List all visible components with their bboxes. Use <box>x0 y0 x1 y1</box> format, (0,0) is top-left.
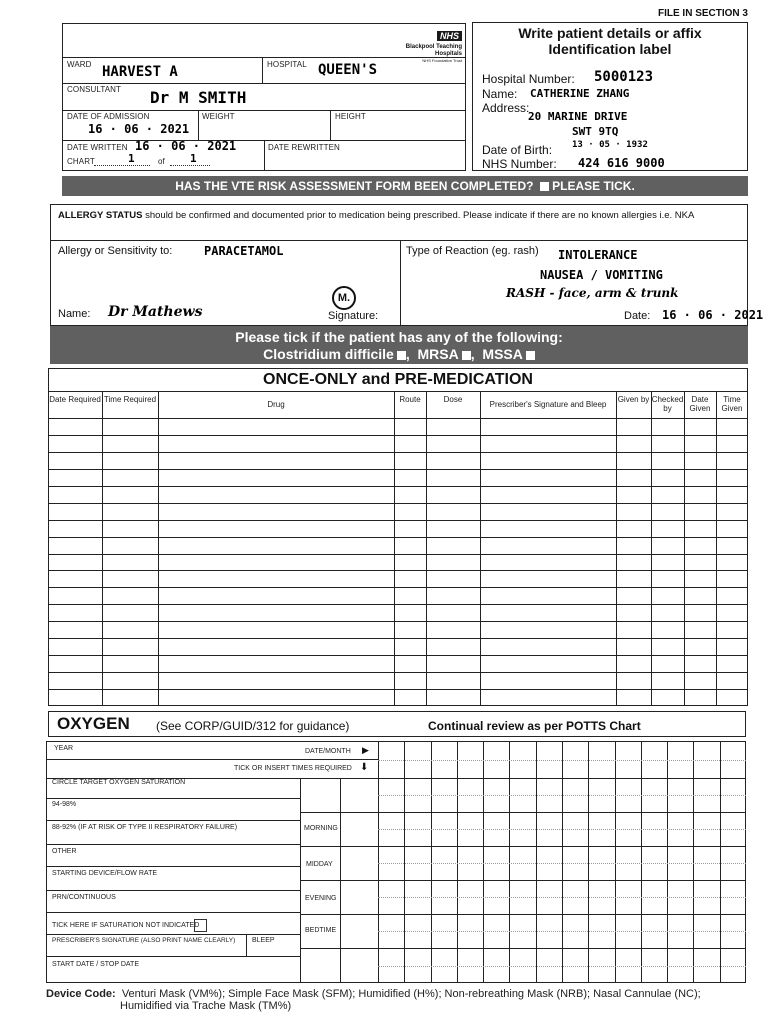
trust-line3: NHS Foundation Trust <box>422 58 462 63</box>
time-morning: MORNING <box>304 825 338 832</box>
prescriber-signature-label: PRESCRIBER'S SIGNATURE (ALSO PRINT NAME CLEARLY) <box>52 937 236 944</box>
year-label: YEAR <box>54 745 74 752</box>
table-row-divider <box>48 537 748 538</box>
allergy-date-label: Date: <box>624 310 651 322</box>
time-bedtime: BEDTIME <box>305 927 337 934</box>
admission-label: DATE OF ADMISSION <box>67 112 150 121</box>
weight-label: WEIGHT <box>202 112 235 121</box>
cdiff-tick-box[interactable] <box>397 351 406 360</box>
bleep-label: BLEEP <box>252 937 275 944</box>
hospital-label: HOSPITAL <box>267 60 307 69</box>
table-row-divider <box>48 570 748 571</box>
oxygen-guidance: (See CORP/GUID/312 for guidance) <box>156 719 350 733</box>
date-month-arrow-icon: ▶ <box>362 745 369 755</box>
saturation-option-1[interactable]: 94-98% <box>52 801 77 808</box>
table-row-divider <box>48 452 748 453</box>
chart-of: of <box>158 157 165 166</box>
tick-saturation-box[interactable] <box>194 919 207 932</box>
saturation-option-2[interactable]: 88-92% (IF AT RISK OF TYPE II RESPIRATORY FAILURE) <box>52 824 238 831</box>
col-header-given-by: Given by <box>617 395 650 404</box>
time-evening: EVENING <box>305 895 337 902</box>
chart-line-1 <box>94 165 150 166</box>
table-row-divider <box>48 689 748 690</box>
tick-saturation-label: TICK HERE IF SATURATION NOT INDICATED <box>52 922 200 929</box>
file-section-note: FILE IN SECTION 3 <box>657 8 748 19</box>
oxygen-header-box <box>48 711 746 737</box>
date-written-value: 16 · 06 · 2021 <box>135 139 237 153</box>
chart-label: CHART <box>67 157 95 166</box>
col-header-checked-by: Checked by <box>651 395 684 413</box>
patient-box-title <box>472 25 748 57</box>
allergy-sensitivity-label: Allergy or Sensitivity to: <box>58 245 173 257</box>
col-header-prescriber-s-signature-and-bleep: Prescriber's Signature and Bleep <box>489 400 607 409</box>
mrsa-label: MRSA <box>417 346 459 362</box>
prn-continuous-label: PRN/CONTINUOUS <box>52 894 116 901</box>
address-line1: 20 MARINE DRIVE <box>528 110 628 123</box>
col-header-route: Route <box>399 395 421 404</box>
infection-question: Please tick if the patient has any of the following: <box>235 329 563 345</box>
signature-mark: M. <box>332 286 356 310</box>
col-header-time-given: Time Given <box>721 395 743 413</box>
device-code-line2: Humidified via Trache Mask (TM%) <box>120 1000 292 1012</box>
mssa-tick-box[interactable] <box>526 351 535 360</box>
table-row-divider <box>48 672 748 673</box>
date-rewritten-label: DATE REWRITTEN <box>268 143 340 152</box>
allergy-status-text <box>58 210 742 221</box>
col-header-date-required: Date Required <box>49 395 101 404</box>
circle-target-label: CIRCLE TARGET OXYGEN SATURATION <box>52 779 186 786</box>
hospital-number-label: Hospital Number: <box>482 72 575 86</box>
chart-number: 1 <box>128 152 135 165</box>
table-row-divider <box>48 604 748 605</box>
dob-label: Date of Birth: <box>482 143 553 157</box>
trust-line2: Hospitals <box>434 51 462 57</box>
table-row-divider <box>48 554 748 555</box>
oxygen-title: OXYGEN <box>57 714 130 733</box>
ward-label: WARD <box>67 60 92 69</box>
reaction-line3: RASH - face, arm & trunk <box>506 286 679 300</box>
allergy-name-label: Name: <box>58 308 91 320</box>
tick-times-arrow-icon: ⬇ <box>360 762 369 773</box>
hospital-number-value: 5000123 <box>594 69 654 85</box>
vte-tick-box[interactable] <box>540 182 549 191</box>
mrsa-tick-box[interactable] <box>462 351 471 360</box>
height-label: HEIGHT <box>335 112 366 121</box>
allergy-signature-label: Signature: <box>328 310 379 322</box>
table-row-divider <box>48 469 748 470</box>
ward-value: HARVEST A <box>102 64 178 80</box>
col-header-date-given: Date Given <box>689 395 711 413</box>
table-row-divider <box>48 587 748 588</box>
admission-value: 16 · 06 · 2021 <box>88 122 190 136</box>
time-midday: MIDDAY <box>306 861 333 868</box>
nhs-number-value: 424 616 9000 <box>578 156 665 170</box>
vte-banner <box>62 176 748 196</box>
patient-title-line1: Write patient details or affix <box>518 25 702 41</box>
table-row-divider <box>48 621 748 622</box>
col-header-time-required: Time Required <box>103 395 157 404</box>
chart-total: 1 <box>190 152 197 165</box>
start-stop-date-label: START DATE / STOP DATE <box>52 961 140 968</box>
infection-banner <box>50 326 748 364</box>
address-label: Address: <box>482 101 530 115</box>
allergy-status-heading: ALLERGY STATUS <box>58 210 143 221</box>
cdiff-label: Clostridium difficile <box>263 346 394 362</box>
vte-question: HAS THE VTE RISK ASSESSMENT FORM BEEN COMPLETED? <box>175 179 534 193</box>
dob-value: 13 · 05 · 1932 <box>572 140 648 150</box>
mssa-label: MSSA <box>482 346 523 362</box>
date-month-label: DATE/MONTH <box>305 748 351 755</box>
reaction-type-label: Type of Reaction (eg. rash) <box>406 245 539 257</box>
chart-line-2 <box>170 165 210 166</box>
tick-times-label: TICK OR INSERT TIMES REQUIRED <box>234 765 352 772</box>
date-written-label: DATE WRITTEN <box>67 143 128 152</box>
consultant-label: CONSULTANT <box>67 85 122 94</box>
vte-please-tick: PLEASE TICK. <box>552 179 635 193</box>
patient-name-value: CATHERINE ZHANG <box>530 87 630 100</box>
allergy-date-value: 16 · 06 · 2021 <box>662 308 764 322</box>
address-line2: SWT 9TQ <box>572 125 619 138</box>
other-label: OTHER <box>52 848 77 855</box>
hospital-value: QUEEN'S <box>318 62 378 78</box>
infection-options: Clostridium difficile , MRSA , MSSA <box>50 346 748 363</box>
patient-name-label: Name: <box>482 87 518 101</box>
allergy-sensitivity-value: PARACETAMOL <box>204 244 284 258</box>
table-row-divider <box>48 638 748 639</box>
reaction-line1: INTOLERANCE <box>558 248 638 262</box>
nhs-badge: NHS <box>437 31 462 41</box>
col-header-drug: Drug <box>267 400 285 409</box>
allergy-status-body: should be confirmed and documented prior to medication being prescribed. Please indicate if there are no known allergies i.e. NKA <box>145 210 695 221</box>
table-row-divider <box>48 520 748 521</box>
reaction-line2: NAUSEA / VOMITING <box>540 268 663 282</box>
nhs-number-label: NHS Number: <box>482 157 557 171</box>
oxygen-review-note: Continual review as per POTTS Chart <box>428 719 641 733</box>
starting-device-label: STARTING DEVICE/FLOW RATE <box>52 870 158 877</box>
table-row-divider <box>48 486 748 487</box>
consultant-value: Dr M SMITH <box>150 88 247 107</box>
patient-title-line2: Identification label <box>548 41 672 57</box>
table-row-divider <box>48 503 748 504</box>
device-code-note <box>46 988 746 1012</box>
table-row-divider <box>48 655 748 656</box>
device-code-line1: Venturi Mask (VM%); Simple Face Mask (SFM); Humidified (H%); Non-rebreathing Mask (NRB); Nasal Cannulae (NC); <box>121 988 701 1000</box>
once-only-title: ONCE-ONLY and PRE-MEDICATION <box>263 371 533 388</box>
col-header-dose: Dose <box>443 395 463 404</box>
trust-line1: Blackpool Teaching <box>405 44 462 50</box>
device-code-label: Device Code: <box>46 988 116 1000</box>
allergy-name-value: Dr Mathews <box>108 304 203 320</box>
table-row-divider <box>48 435 748 436</box>
